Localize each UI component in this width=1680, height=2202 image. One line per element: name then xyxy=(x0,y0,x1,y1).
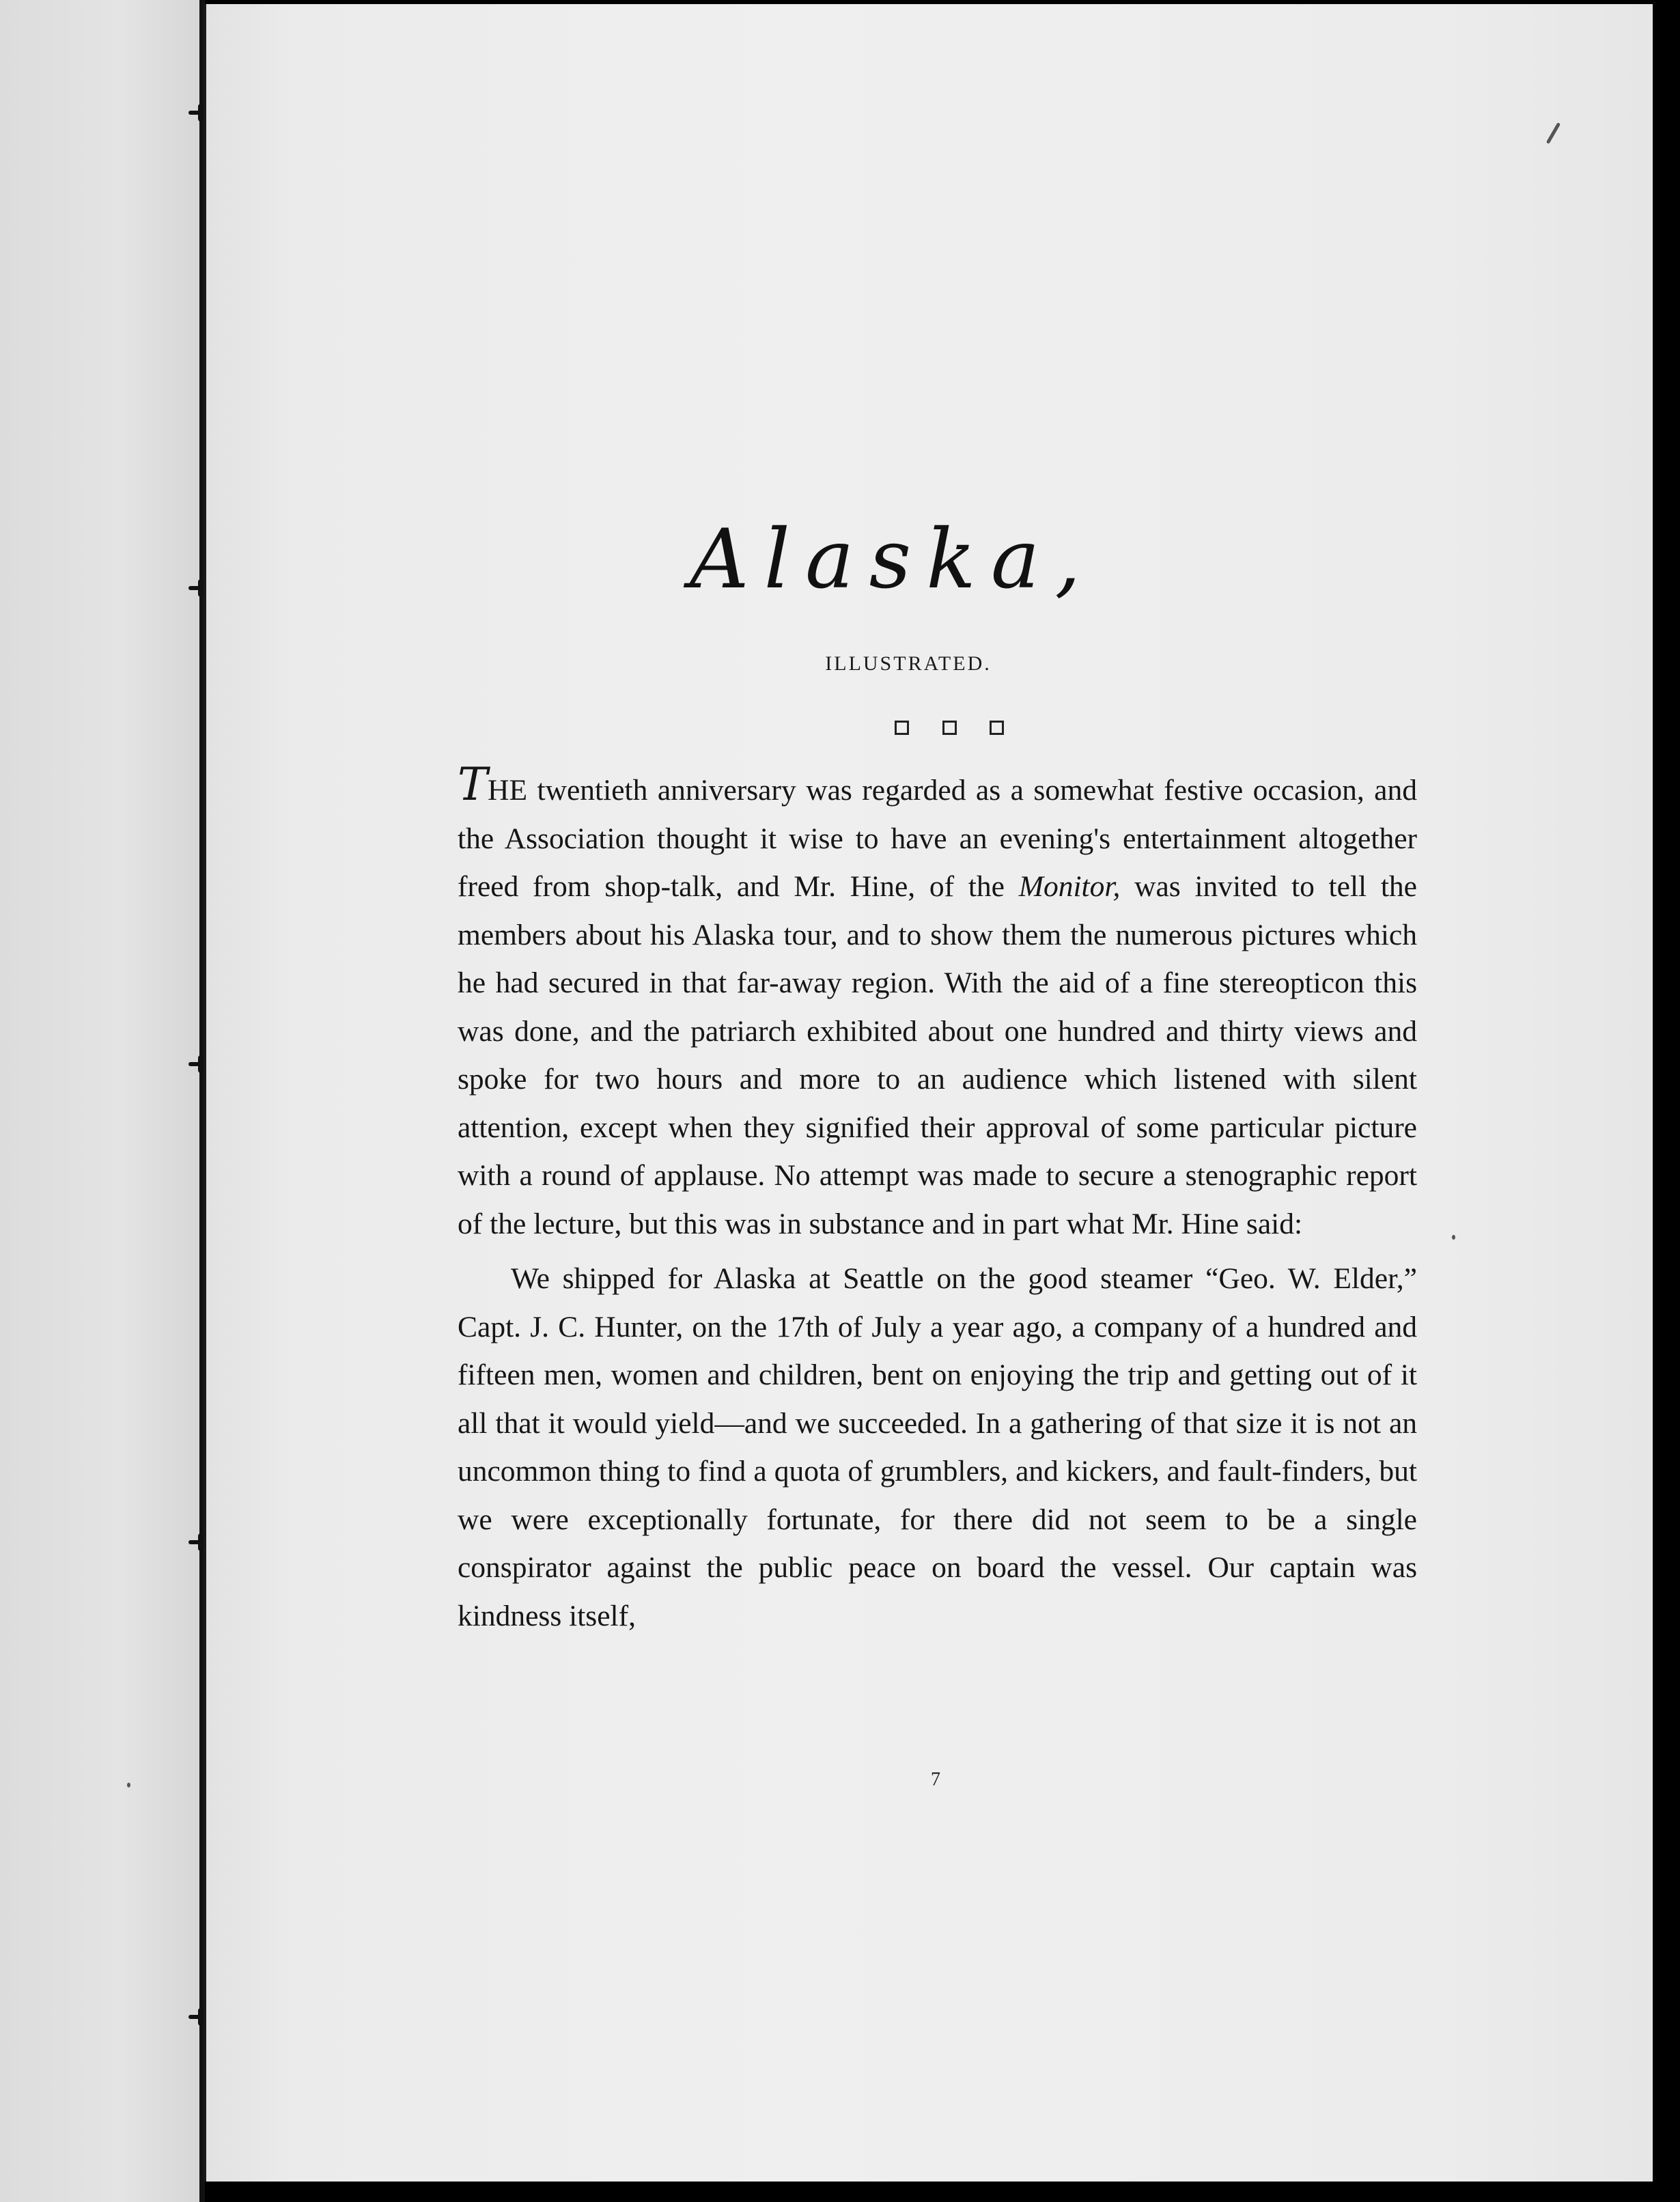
page-number: 7 xyxy=(931,1769,940,1790)
ornament-square-icon xyxy=(942,721,957,735)
body-text xyxy=(458,758,1417,1640)
paragraph-1 xyxy=(458,758,1417,1248)
paragraph-2: We shipped for Alaska at Seattle on the good steamer “Geo. W. Elder,” Capt. J. C. Hunter, on the 17th of July a year ago, a company of a hundred and fifteen men, women and children, bent on enjoying the trip and getting out of it all that it would yield—and we succeeded. In a gathering of that size it is not an uncommon thing to find a quota of grumblers, and kickers, and fault-finders, but we were exceptionally fortunate, for there did not seem to be a single conspirator against the public peace on board the vessel. Our captain was kindness itself, xyxy=(458,1262,1417,1632)
ornament-row xyxy=(895,721,1004,737)
left-page-flap xyxy=(0,0,202,2202)
paragraph-1-text: HE twentieth anniversary was regarded as a somewhat festive occasion, and the Association thought it wise to have an evening's entertainment altogether freed from shop-talk, and Mr. Hine, of the xyxy=(458,774,1417,903)
drop-cap: T xyxy=(458,758,488,811)
title-block xyxy=(690,502,1181,632)
scan-speck xyxy=(127,1783,130,1787)
ornament-square-icon xyxy=(895,721,909,735)
ornament-square-icon xyxy=(990,721,1004,735)
scan-speck xyxy=(1452,1235,1455,1240)
page-title: Alaska, xyxy=(690,512,1096,607)
paragraph-1-text-continued: was invited to tell the members about his Alaska tour, and to show them the numerous pictures which he had secured in that far-away region. With the aid of a fine stereopticon this was done, and the patriarch exhibited about one hundred and thirty views and spoke for two hours and more to an audience which listened with silent attention, except when they signified their approval of some particular picture with a round of applause. No attempt was made to secure a stenographic report of the lecture, but this was in substance and in part what Mr. Hine said: xyxy=(458,870,1417,1240)
page-subtitle: ILLUSTRATED. xyxy=(825,652,992,675)
italic-monitor: Monitor, xyxy=(1018,870,1121,903)
